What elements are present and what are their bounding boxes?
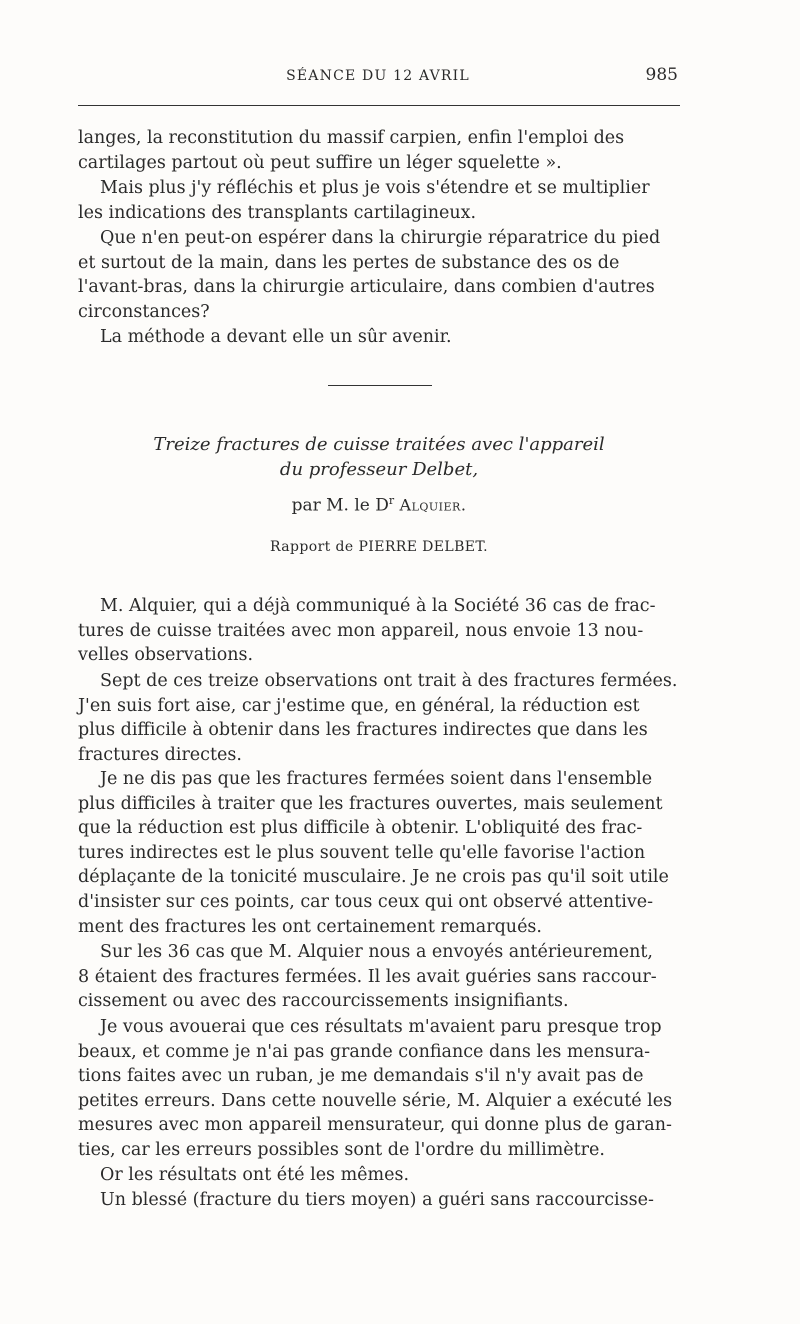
text-line: velles observations. <box>78 645 254 666</box>
paragraph <box>78 176 680 225</box>
report-line: Rapport de PIERRE DELBET. <box>270 539 488 555</box>
text-line: cissement ou avec des raccourcissements insignifiants. <box>78 991 569 1012</box>
text-line: cartilages partout où peut suffire un léger squelette ». <box>78 152 562 173</box>
text-line: Sept de ces treize observations ont trait à des fractures fermées. <box>100 671 678 691</box>
header-rule <box>78 105 680 106</box>
running-title: SÉANCE DU 12 AVRIL <box>286 68 470 84</box>
text-line: La méthode a devant elle un sûr avenir. <box>100 327 452 347</box>
title-line: Treize fractures de cuisse traitées avec l'appareil <box>153 434 605 455</box>
text-line: J'en suis fort aise, car j'estime que, en général, la réduction est <box>78 695 640 716</box>
running-head <box>78 65 678 92</box>
paragraph <box>78 1015 680 1163</box>
text-line: que la réduction est plus difficile à obtenir. L'obliquité des frac- <box>78 818 643 839</box>
article-title <box>78 432 680 482</box>
text-line: Un blessé (fracture du tiers moyen) a guéri sans raccourcisse- <box>100 1190 654 1210</box>
paragraph <box>78 767 680 939</box>
text-line: beaux, et comme je n'ai pas grande confiance dans les mensura- <box>78 1041 651 1062</box>
text-line: petites erreurs. Dans cette nouvelle série, M. Alquier a exécuté les <box>78 1090 673 1111</box>
paragraph <box>78 940 680 1014</box>
page-number: 985 <box>645 65 678 85</box>
text-line: Que n'en peut-on espérer dans la chirurgie réparatrice du pied <box>100 228 661 248</box>
text-line: ties, car les erreurs possibles sont de l'ordre du millimètre. <box>78 1139 605 1160</box>
title-line: du professeur Delbet, <box>279 459 479 480</box>
text-line: plus difficile à obtenir dans les fractures indirectes que dans les <box>78 720 648 741</box>
text-line: circonstances? <box>78 301 210 322</box>
text-line: les indications des transplants cartilagineux. <box>78 202 477 223</box>
text-line: Je ne dis pas que les fractures fermées soient dans l'ensemble <box>100 769 653 789</box>
text-line: Sur les 36 cas que M. Alquier nous a envoyés antérieurement, <box>100 942 653 962</box>
text-line: plus difficiles à traiter que les fractures ouvertes, mais seulement <box>78 793 663 814</box>
text-line: Mais plus j'y réfléchis et plus je vois s'étendre et se multiplier <box>100 178 650 198</box>
text-line: mesures avec mon appareil mensurateur, qui donne plus de garan- <box>78 1115 672 1136</box>
text-line: tures de cuisse traitées avec mon appareil, nous envoie 13 nou- <box>78 620 644 641</box>
text-line: déplaçante de la tonicité musculaire. Je ne crois pas qu'il soit utile <box>78 867 669 888</box>
author-name: Alquier. <box>399 495 467 515</box>
text-line: d'insister sur ces points, car tous ceux qui ont observé attentive- <box>78 891 653 912</box>
text-line: ment des fractures les ont certainement remarqués. <box>78 916 542 937</box>
author-sup: r <box>388 494 395 507</box>
section-separator <box>328 385 432 386</box>
paragraph <box>78 1188 680 1213</box>
text-line: tions faites avec un ruban, je me demandais s'il n'y avait pas de <box>78 1066 644 1087</box>
text-line: langes, la reconstitution du massif carpien, enfin l'emploi des <box>78 128 625 148</box>
paragraph <box>78 126 680 175</box>
paragraph <box>78 1163 680 1188</box>
paragraph <box>78 669 680 767</box>
author-prefix: par M. le D <box>291 495 389 516</box>
paragraph <box>78 325 680 350</box>
text-line: M. Alquier, qui a déjà communiqué à la Société 36 cas de frac- <box>100 596 656 616</box>
text-line: fractures directes. <box>78 744 242 765</box>
text-line: Or les résultats ont été les mêmes. <box>100 1165 410 1185</box>
paragraph <box>78 594 680 668</box>
text-line: tures indirectes est le plus souvent telle qu'elle favorise l'action <box>78 842 646 863</box>
paragraph <box>78 226 680 324</box>
text-line: 8 étaient des fractures fermées. Il les avait guéries sans raccour- <box>78 966 657 987</box>
article-author <box>78 494 680 516</box>
text-line: l'avant-bras, dans la chirurgie articulaire, dans combien d'autres <box>78 277 655 298</box>
text-line: et surtout de la main, dans les pertes de substance des os de <box>78 252 620 273</box>
text-line: Je vous avouerai que ces résultats m'avaient paru presque trop <box>100 1017 662 1037</box>
